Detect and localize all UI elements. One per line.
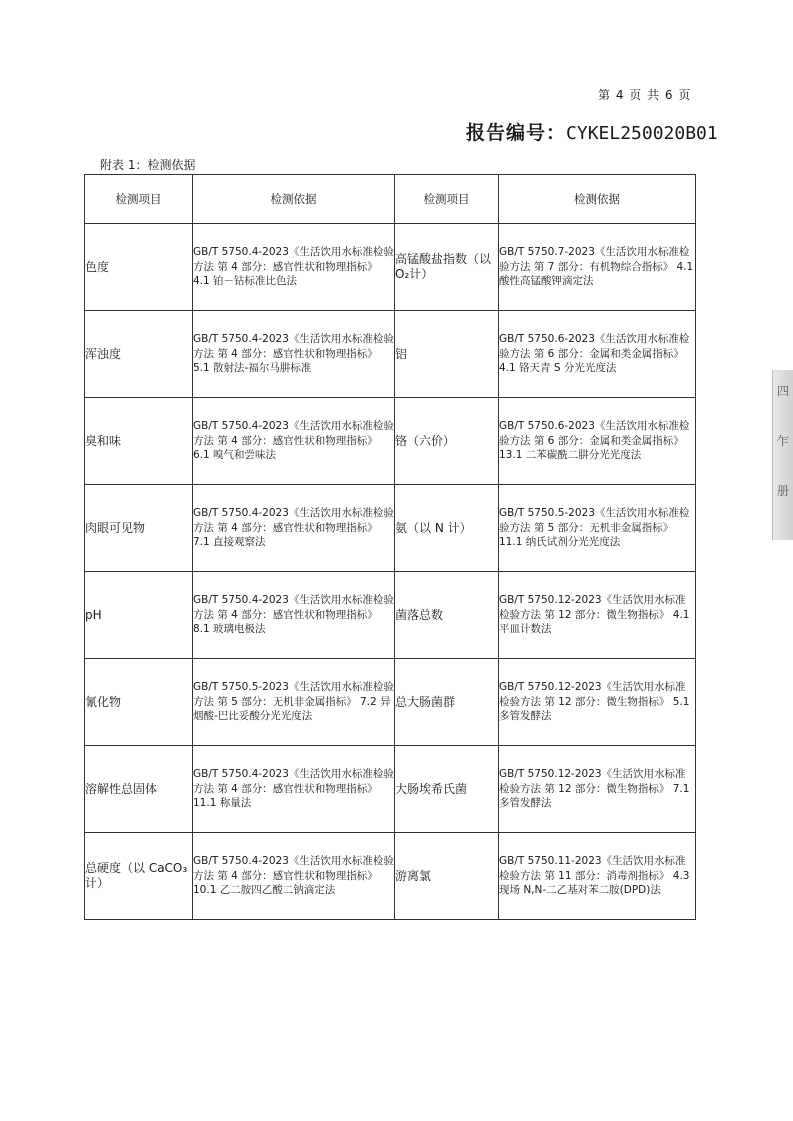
test-basis: GB/T 5750.6-2023《生活饮用水标准检验方法 第 6 部分：金属和类金属指标》 4.1 铬天青 S 分光光度法 <box>499 311 696 398</box>
test-basis: GB/T 5750.5-2023《生活饮用水标准检验方法 第 5 部分：无机非金属指标》 11.1 纳氏试剂分光光度法 <box>499 485 696 572</box>
table-row <box>85 572 696 659</box>
test-item: 总硬度（以 CaCO₃ 计） <box>85 833 193 920</box>
test-basis: GB/T 5750.4-2023《生活饮用水标准检验方法 第 4 部分：感官性状和物理指标》 8.1 玻璃电极法 <box>193 572 395 659</box>
scan-edge-mark: 册 <box>776 484 789 498</box>
scan-edge-mark: 乍 <box>776 434 789 448</box>
test-item: 氰化物 <box>85 659 193 746</box>
table-row <box>85 833 696 920</box>
scan-edge-artifact <box>772 370 793 540</box>
column-header-item-left: 检测项目 <box>85 175 193 224</box>
test-item: 色度 <box>85 224 193 311</box>
test-item: 浑浊度 <box>85 311 193 398</box>
column-header-item-right: 检测项目 <box>395 175 499 224</box>
table-row <box>85 659 696 746</box>
test-item: 臭和味 <box>85 398 193 485</box>
table-row <box>85 746 696 833</box>
test-item: pH <box>85 572 193 659</box>
test-basis: GB/T 5750.12-2023《生活饮用水标准检验方法 第 12 部分：微生物指标》 5.1 多管发酵法 <box>499 659 696 746</box>
scan-edge-mark: 四 <box>776 384 789 398</box>
table-row <box>85 398 696 485</box>
test-item: 铬（六价） <box>395 398 499 485</box>
test-basis: GB/T 5750.12-2023《生活饮用水标准检验方法 第 12 部分：微生物指标》 7.1 多管发酵法 <box>499 746 696 833</box>
test-basis: GB/T 5750.4-2023《生活饮用水标准检验方法 第 4 部分：感官性状和物理指标》 10.1 乙二胺四乙酸二钠滴定法 <box>193 833 395 920</box>
column-header-basis-left: 检测依据 <box>193 175 395 224</box>
report-number <box>466 118 718 145</box>
report-number-value: CYKEL250020B01 <box>566 123 718 144</box>
test-basis: GB/T 5750.5-2023《生活饮用水标准检验方法 第 5 部分：无机非金属指标》 7.2 异烟酸-巴比妥酸分光光度法 <box>193 659 395 746</box>
test-item: 铝 <box>395 311 499 398</box>
table-row <box>85 311 696 398</box>
detection-basis-table <box>84 174 696 920</box>
test-item: 溶解性总固体 <box>85 746 193 833</box>
table-row <box>85 224 696 311</box>
test-item: 肉眼可见物 <box>85 485 193 572</box>
test-basis: GB/T 5750.7-2023《生活饮用水标准检验方法 第 7 部分：有机物综合指标》 4.1 酸性高锰酸钾滴定法 <box>499 224 696 311</box>
report-number-label: 报告编号： <box>466 122 567 144</box>
test-item: 大肠埃希氏菌 <box>395 746 499 833</box>
test-item: 游离氯 <box>395 833 499 920</box>
table-caption: 附表 1：检测依据 <box>100 158 196 172</box>
column-header-basis-right: 检测依据 <box>499 175 696 224</box>
test-item: 总大肠菌群 <box>395 659 499 746</box>
test-basis: GB/T 5750.4-2023《生活饮用水标准检验方法 第 4 部分：感官性状和物理指标》 4.1 铂－钴标准比色法 <box>193 224 395 311</box>
test-item: 高锰酸盐指数（以O₂计） <box>395 224 499 311</box>
test-basis: GB/T 5750.4-2023《生活饮用水标准检验方法 第 4 部分：感官性状和物理指标》 5.1 散射法-福尔马肼标准 <box>193 311 395 398</box>
test-basis: GB/T 5750.4-2023《生活饮用水标准检验方法 第 4 部分：感官性状和物理指标》 11.1 称量法 <box>193 746 395 833</box>
table-row <box>85 485 696 572</box>
test-basis: GB/T 5750.4-2023《生活饮用水标准检验方法 第 4 部分：感官性状和物理指标》 6.1 嗅气和尝味法 <box>193 398 395 485</box>
table-header-row <box>85 175 696 224</box>
test-item: 氨（以 N 计） <box>395 485 499 572</box>
test-basis: GB/T 5750.6-2023《生活饮用水标准检验方法 第 6 部分：金属和类金属指标》 13.1 二苯碳酰二肼分光光度法 <box>499 398 696 485</box>
page-indicator: 第 4 页 共 6 页 <box>598 88 692 102</box>
test-basis: GB/T 5750.11-2023《生活饮用水标准检验方法 第 11 部分：消毒剂指标》 4.3 现场 N,N-二乙基对苯二胺(DPD)法 <box>499 833 696 920</box>
test-item: 菌落总数 <box>395 572 499 659</box>
test-basis: GB/T 5750.4-2023《生活饮用水标准检验方法 第 4 部分：感官性状和物理指标》 7.1 直接观察法 <box>193 485 395 572</box>
test-basis: GB/T 5750.12-2023《生活饮用水标准检验方法 第 12 部分：微生物指标》 4.1 平皿计数法 <box>499 572 696 659</box>
